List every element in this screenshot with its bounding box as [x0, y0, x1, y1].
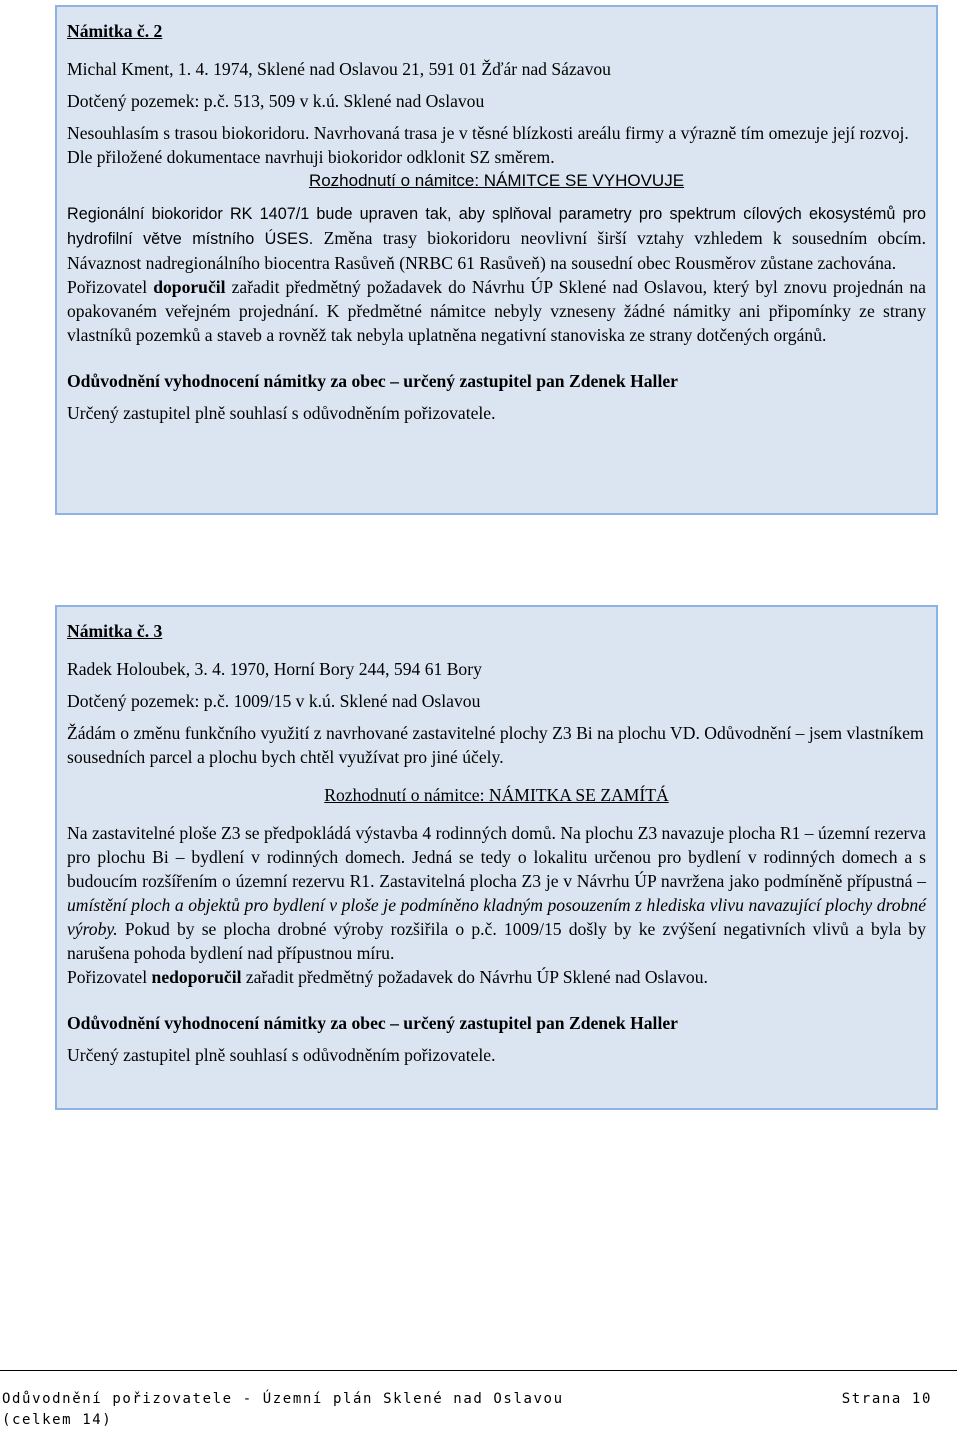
objection-3-reason-part1: Na zastavitelné ploše Z3 se předpokládá výstavba 4 rodinných domů. Na plochu Z3 navazuje plocha R1 – územní rezerva pro plochu Bi – bydlení v rodinných domech. Jedná se tedy o lokalitu určenou pro bydlení v rodinných domech a s budoucím rozšířením o územní rezervu R1. Zastavitelná plocha Z3 je v Návrhu ÚP navržena jako podmíněně přípustná – [67, 823, 926, 891]
objection-2-person: Michal Kment, 1. 4. 1974, Sklené nad Oslavou 21, 591 01 Žďár nad Sázavou [67, 59, 611, 79]
footer-page-number: Strana 10 [841, 1391, 932, 1407]
objection-2-parcel: Dotčený pozemek: p.č. 513, 509 v k.ú. Sklené nad Oslavou [67, 91, 485, 111]
objection-2-title: Námitka č. 2 [67, 21, 163, 41]
objection-3-proc-before: Pořizovatel [67, 967, 152, 987]
objection-3-justification-text: Určený zastupitel plně souhlasí s odůvodněním pořizovatele. [67, 1045, 496, 1065]
objection-2-reason-part1: Regionální biokoridor RK 1407/1 bude upraven tak, aby splňoval parametry pro spektrum cílových ekosystémů pro hydrofilní větve místního ÚSES. [67, 205, 926, 248]
objection-3-proc-after: zařadit předmětný požadavek do Návrhu ÚP Sklené nad Oslavou. [241, 967, 708, 987]
objection-2-reason [67, 201, 926, 275]
objection-3-person: Radek Holoubek, 3. 4. 1970, Horní Bory 244, 594 61 Bory [67, 659, 482, 679]
objection-2-procurer [67, 275, 926, 347]
objection-2-justification-text: Určený zastupitel plně souhlasí s odůvodněním pořizovatele. [67, 403, 496, 423]
objection-3-parcel: Dotčený pozemek: p.č. 1009/15 v k.ú. Sklené nad Oslavou [67, 691, 481, 711]
objection-3-title: Námitka č. 3 [67, 621, 163, 641]
objection-3-text: Žádám o změnu funkčního využití z navrhované zastavitelné plochy Z3 Bi na plochu VD. Odůvodnění – jsem vlastníkem sousedních parcel a plochu bych chtěl využívat pro jiné účely. [67, 723, 924, 767]
footer-divider [0, 1370, 957, 1371]
objection-3-reason-italic: umístění ploch a objektů pro bydlení v ploše je podmíněno kladným posouzením z hlediska vlivu navazující plochy drobné výroby. [67, 895, 926, 939]
objection-2-decision: Rozhodnutí o námitce: NÁMITCE SE VYHOVUJE [308, 171, 685, 190]
objection-3-justification-heading: Odůvodnění vyhodnocení námitky za obec – určený zastupitel pan Zdenek Haller [67, 1013, 678, 1033]
page-footer [2, 1389, 932, 1431]
objection-2-reason-part2: Změna trasy biokoridoru neovlivní širší vztahy vzhledem k sousedním obcím. Návaznost nadregionálního biocentra Rasůveň (NRBC 61 Rasůveň) na sousední obec Rousměrov zůstane zachována. [67, 228, 926, 273]
objection-3-box [55, 605, 938, 1110]
objection-2-proc-before: Pořizovatel [67, 277, 154, 297]
objection-2-proc-after: zařadit předmětný požadavek do Návrhu ÚP Sklené nad Oslavou, který byl znovu projednán na opakovaném veřejném projednání. K předmětné námitce nebyly vzneseny žádné námitky ani připomínky ze strany vlastníků pozemků a staveb a rovněž tak nebyla uplatněna negativní stanoviska ze strany dotčených orgánů. [67, 277, 926, 345]
objection-3-procurer [67, 965, 926, 989]
footer-total-pages: (celkem 14) [2, 1412, 113, 1428]
objection-3-proc-bold: nedoporučil [151, 967, 242, 987]
objection-2-proc-bold: doporučil [153, 277, 226, 297]
objection-3-decision: Rozhodnutí o námitce: NÁMITKA SE ZAMÍTÁ [324, 785, 669, 805]
objection-2-justification-heading: Odůvodnění vyhodnocení námitky za obec – určený zastupitel pan Zdenek Haller [67, 371, 678, 391]
objection-2-text: Nesouhlasím s trasou biokoridoru. Navrhovaná trasa je v těsné blízkosti areálu firmy a výrazně tím omezuje její rozvoj. Dle přiložené dokumentace navrhuji biokoridor odklonit SZ směrem. [67, 123, 909, 167]
objection-3-reason-part2: Pokud by se plocha drobné výroby rozšiřila o p.č. 1009/15 došly by ke zvýšení negativních vlivů a byla by narušena pohoda bydlení nad přípustnou míru. [67, 919, 926, 963]
objection-3-reason [67, 821, 926, 965]
footer-document-title: Odůvodnění pořizovatele - Územní plán Sklené nad Oslavou [2, 1391, 564, 1407]
objection-2-box [55, 5, 938, 515]
